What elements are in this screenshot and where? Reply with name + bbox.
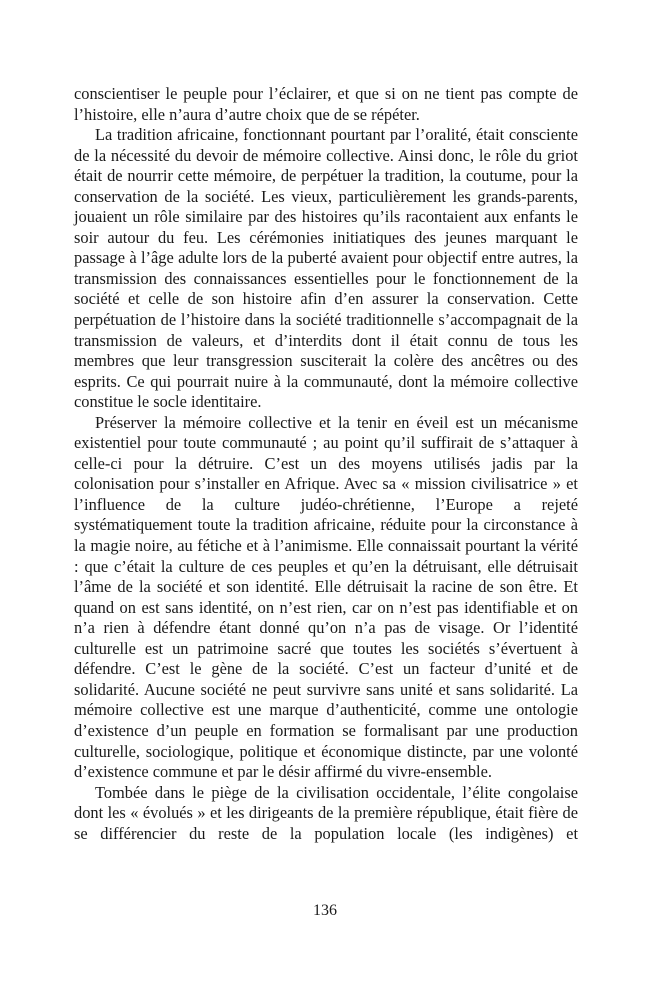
page-body <box>74 84 578 844</box>
paragraph-1: conscientiser le peuple pour l’éclairer, et que si on ne tient pas compte de l’histoire, elle n’aura d’autre choix que de se répéter. <box>74 84 578 124</box>
paragraph-2: La tradition africaine, fonctionnant pourtant par l’oralité, était consciente de la nécessité du devoir de mémoire collective. Ainsi donc, le rôle du griot était de nourrir cette mémoire, de perpétuer la tradition, la coutume, pour la conservation de la société. Les vieux, particulièrement les grands-parents, jouaient un rôle similaire par des histoires qu’ils racontaient aux enfants le soir autour du feu. Les cérémonies initiatiques des jeunes marquant le passage à l’âge adulte lors de la puberté avaient pour objectif entre autres, la transmission des connaissances essentielles pour le fonctionnement de la société et celle de son histoire afin d’en assurer la conservation. Cette perpétuation de l’histoire dans la société traditionnelle s’accompagnait de la transmission de valeurs, et d’interdits dont il était connu de tous les membres que leur transgression susciterait la colère des ancêtres ou des esprits. Ce qui pourrait nuire à la communauté, dont la mémoire collective constitue le socle identitaire. <box>74 125 578 412</box>
page-number: 136 <box>313 902 337 919</box>
paragraph-3: Préserver la mémoire collective et la tenir en éveil est un mécanisme existentiel pour toute communauté ; au point qu’il suffirait de s’attaquer à celle-ci pour la détruire. C’est un des moyens utilisés jadis par la colonisation pour s’installer en Afrique. Avec sa « mission civilisatrice » et l’influence de la culture judéo-chrétienne, l’Europe a rejeté systématiquement toute la tradition africaine, réduite pour la circonstance à la magie noire, au fétiche et à l’animisme. Elle connaissait pourtant la vérité : que c’était la culture de ces peuples et qu’en la détruisant, elle détruisait l’âme de la société et son identité. Elle détruisait la racine de son être. Et quand on est sans identité, on n’est rien, car on n’est pas identifiable et on n’a rien à défendre étant donné qu’on n’a pas de visage. Or l’identité culturelle est un patrimoine sacré que toutes les sociétés s’évertuent à défendre. C’est le gène de la société. C’est un facteur d’unité et de solidarité. Aucune société ne peut survivre sans unité et sans solidarité. La mémoire collective est une marque d’authenticité, comme une ontologie d’existence d’un peuple en formation se formalisant par une production culturelle, sociologique, politique et économique distincte, par une volonté d’existence commune et par le désir affirmé du vivre-ensemble. <box>74 412 578 782</box>
paragraph-4: Tombée dans le piège de la civilisation occidentale, l’élite congolaise dont les « évolués » et les dirigeants de la première république, était fière de se différencier du reste de la population locale (les indigènes) et <box>74 782 578 843</box>
